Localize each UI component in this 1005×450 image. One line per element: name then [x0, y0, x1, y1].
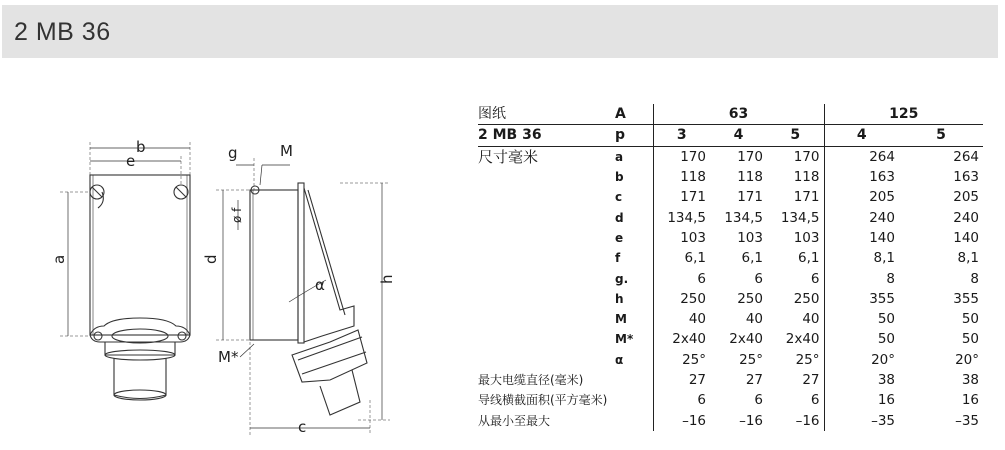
row-value: –16	[795, 412, 820, 429]
row-value: 170	[653, 146, 710, 167]
table-row	[478, 228, 983, 248]
row-value: 163	[953, 169, 980, 186]
row-value: 103	[653, 228, 710, 248]
table-row	[478, 207, 983, 227]
row-value: 140	[953, 229, 980, 246]
row-value: –16	[653, 410, 710, 430]
table-row	[478, 167, 983, 187]
table-row	[478, 268, 983, 288]
table-header-row-2	[478, 125, 983, 146]
row-value: 171	[793, 189, 820, 206]
row-value: 6	[653, 268, 710, 288]
row-value: 250	[653, 289, 710, 309]
row-value: 50	[961, 331, 980, 348]
row-value: 50	[824, 329, 899, 349]
row-value: 134,5	[724, 209, 763, 226]
row-value: 6	[810, 392, 820, 409]
row-value: 355	[824, 289, 899, 309]
row-value: 134,5	[653, 207, 710, 227]
row-label: 尺寸毫米	[478, 147, 539, 166]
row-value: 264	[953, 148, 980, 165]
dim-label-f: ø f	[230, 207, 244, 223]
front-collar	[90, 318, 190, 342]
header-drawing-label: 图纸	[478, 106, 506, 123]
row-value: 2x40	[729, 331, 763, 348]
dim-label-mstar: M*	[218, 348, 239, 366]
dim-label-c: c	[298, 418, 307, 436]
front-plug-body	[114, 358, 166, 399]
dimension-table	[478, 104, 983, 431]
row-value: 6	[754, 392, 763, 409]
row-value: 6,1	[741, 250, 763, 267]
row-value: 170	[793, 148, 820, 165]
row-value: 27	[745, 372, 763, 388]
table-row	[478, 187, 983, 207]
row-value: 171	[737, 189, 763, 206]
row-value: 205	[953, 189, 980, 206]
row-value: 27	[802, 372, 820, 388]
row-value: 25°	[653, 350, 710, 370]
dim-label-b: b	[136, 138, 146, 156]
row-value: 50	[824, 309, 899, 329]
table-body	[478, 146, 983, 431]
row-value: 170	[737, 148, 763, 165]
table-row	[478, 329, 983, 349]
row-value: 27	[653, 370, 710, 390]
header-col: 3	[653, 125, 710, 146]
row-value: 8,1	[824, 248, 899, 268]
row-label	[478, 187, 615, 207]
table-row	[478, 146, 983, 167]
row-value: 2x40	[785, 331, 820, 348]
row-label: 最大电缆直径(毫米)	[478, 373, 584, 387]
row-value: 118	[737, 169, 763, 186]
row-value: 40	[802, 311, 820, 328]
row-label: 导线横截面积(平方毫米)	[478, 393, 608, 408]
dim-label-a: a	[50, 254, 68, 264]
page-header	[2, 5, 998, 58]
row-value: 20°	[955, 351, 980, 368]
row-value: 171	[653, 187, 710, 207]
row-key	[615, 410, 653, 430]
row-key: h	[615, 291, 624, 306]
dim-label-h: h	[378, 274, 396, 284]
dim-label-d: d	[202, 254, 220, 264]
row-value: 6	[810, 270, 820, 287]
row-key: α	[615, 352, 624, 367]
table-row	[478, 370, 983, 390]
row-value: 250	[737, 290, 763, 307]
row-value: 8,1	[957, 250, 980, 267]
row-label	[478, 228, 615, 248]
header-model-label: 2 MB 36	[478, 125, 615, 146]
row-value: 355	[953, 290, 980, 307]
row-value: 40	[653, 309, 710, 329]
row-value: 140	[824, 228, 899, 248]
row-label	[478, 289, 615, 309]
table-row	[478, 390, 983, 410]
dim-label-alpha: α	[315, 276, 325, 294]
table-row	[478, 248, 983, 268]
row-value: 118	[653, 167, 710, 187]
row-key: d	[615, 210, 624, 225]
dim-label-e: e	[126, 152, 136, 170]
side-socket	[304, 188, 354, 342]
row-value: –16	[739, 412, 763, 429]
table-row	[478, 289, 983, 309]
row-value: 8	[824, 268, 899, 288]
row-key	[615, 370, 653, 390]
row-label	[478, 207, 615, 227]
row-value: –35	[955, 412, 980, 429]
row-value: 16	[824, 390, 899, 410]
row-value: –35	[824, 410, 899, 430]
row-value: 250	[793, 290, 820, 307]
header-key-p: p	[615, 125, 653, 146]
row-label	[478, 268, 615, 288]
row-value: 240	[953, 209, 980, 226]
row-label	[478, 167, 615, 187]
header-col: 5	[767, 125, 824, 146]
row-key: f	[615, 251, 621, 266]
table-row	[478, 410, 983, 430]
row-value: 134,5	[780, 209, 820, 226]
row-value: 38	[824, 370, 899, 390]
table-row	[478, 350, 983, 370]
header-col: 4	[824, 125, 899, 146]
row-value: 38	[961, 372, 980, 388]
dim-label-m: M	[280, 142, 293, 160]
row-value: 6	[754, 270, 763, 287]
row-key: M*	[615, 332, 634, 347]
row-label	[478, 329, 615, 349]
page-title: 2 MB 36	[14, 18, 111, 46]
technical-drawing	[40, 130, 420, 440]
row-label	[478, 309, 615, 329]
row-key: e	[615, 230, 624, 245]
row-value: 240	[824, 207, 899, 227]
header-col: 5	[899, 125, 983, 146]
header-col: 4	[710, 125, 767, 146]
table-header-row-1	[478, 104, 983, 125]
row-value: 103	[737, 229, 763, 246]
row-value: 2x40	[653, 329, 710, 349]
row-value: 40	[745, 311, 763, 328]
header-key-a: A	[615, 106, 626, 123]
row-label	[478, 248, 615, 268]
row-value: 118	[793, 169, 820, 186]
row-key: b	[615, 170, 624, 185]
header-group-63: 63	[653, 104, 824, 125]
row-value: 16	[961, 392, 980, 409]
row-label: 从最小至最大	[478, 413, 551, 428]
header-group-125: 125	[824, 104, 983, 125]
row-value: 6,1	[653, 248, 710, 268]
row-value: 205	[824, 187, 899, 207]
row-value: 25°	[795, 351, 820, 368]
table-row	[478, 309, 983, 329]
row-value: 163	[824, 167, 899, 187]
front-housing	[90, 175, 190, 335]
row-value: 264	[824, 146, 899, 167]
row-key: a	[615, 149, 624, 164]
row-key: c	[615, 190, 623, 205]
row-key: M	[615, 312, 627, 327]
row-value: 6	[653, 390, 710, 410]
dim-label-g: g	[228, 144, 238, 162]
row-value: 6,1	[798, 250, 820, 267]
row-value: 50	[961, 311, 980, 328]
row-key: g.	[615, 271, 629, 286]
row-key	[615, 390, 653, 410]
row-value: 103	[793, 229, 820, 246]
side-housing	[250, 190, 298, 340]
row-value: 20°	[824, 350, 899, 370]
row-value: 25°	[739, 351, 763, 368]
row-label	[478, 350, 615, 370]
row-value: 8	[970, 270, 980, 287]
